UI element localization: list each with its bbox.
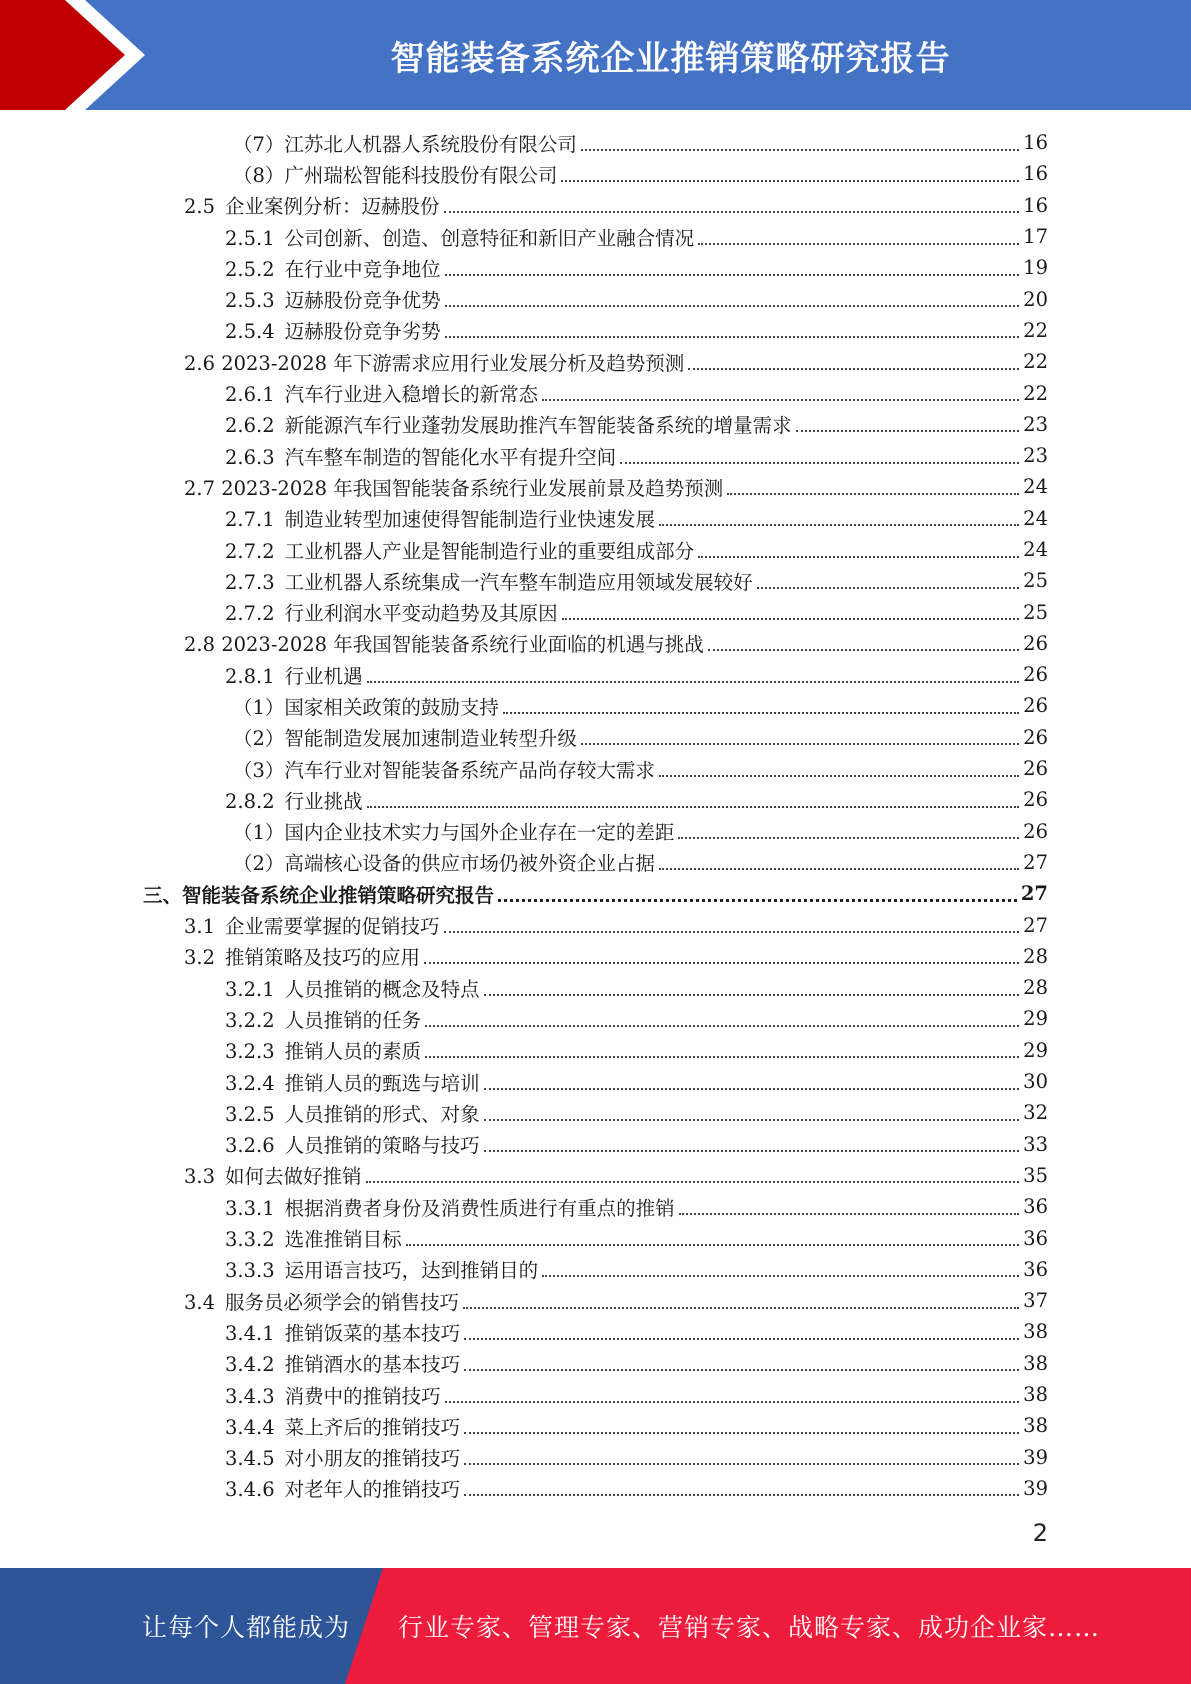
toc-entry-number: 2.7.3 xyxy=(225,570,275,594)
toc-entry-number: 3.2.3 xyxy=(225,1040,275,1064)
toc-entry-page: 27 xyxy=(1023,850,1048,874)
toc-entry-page: 23 xyxy=(1023,412,1048,436)
toc-entry-text: 推销人员的甄选与培训 xyxy=(284,1071,480,1095)
toc-entry-label xyxy=(233,160,557,188)
toc-entry-number: 3.2.1 xyxy=(225,977,275,1001)
toc-dot-leader xyxy=(659,524,1019,526)
toc-entry-text: 对老年人的推销技巧 xyxy=(284,1478,461,1502)
toc-dot-leader xyxy=(542,1275,1019,1277)
toc-entry-number: 2.5.4 xyxy=(225,320,275,344)
toc-entry-label xyxy=(225,1036,421,1064)
toc-entry-number: 2.5.3 xyxy=(225,289,275,313)
toc-entry-label xyxy=(225,1099,480,1127)
footer-slogan-right: 行业专家、管理专家、营销专家、战略专家、成功企业家…… xyxy=(398,1613,1101,1642)
toc-entry-label xyxy=(184,348,684,376)
toc-entry-number: 3.3 xyxy=(184,1165,216,1189)
table-of-contents xyxy=(0,127,1191,1504)
toc-entry-label xyxy=(184,473,723,501)
toc-entry-page: 27 xyxy=(1023,913,1048,937)
page-header xyxy=(0,0,1191,110)
toc-entry-number: 2.5.1 xyxy=(225,226,275,250)
toc-entry[interactable] xyxy=(0,1316,1191,1347)
toc-entry-number: 3.4.4 xyxy=(225,1415,275,1439)
toc-entry-label xyxy=(225,1068,480,1096)
toc-entry-page: 39 xyxy=(1023,1476,1048,1500)
toc-entry[interactable] xyxy=(0,1285,1191,1316)
toc-entry-text: 汽车整车制造的智能化水平有提升空间 xyxy=(284,445,617,469)
toc-entry-number: 3.3.2 xyxy=(225,1228,275,1252)
toc-entry[interactable] xyxy=(0,315,1191,346)
toc-entry-number: 3.2.5 xyxy=(225,1102,275,1126)
toc-entry-page: 22 xyxy=(1023,381,1048,405)
toc-dot-leader xyxy=(727,493,1019,495)
toc-dot-leader xyxy=(484,1150,1020,1152)
toc-dot-leader xyxy=(796,430,1020,432)
document-title: 智能装备系统企业推销策略研究报告 xyxy=(390,38,951,79)
toc-entry-number: 2.7.2 xyxy=(225,539,275,563)
toc-entry-page: 27 xyxy=(1020,882,1048,906)
toc-entry[interactable] xyxy=(0,847,1191,878)
toc-entry[interactable] xyxy=(0,909,1191,940)
toc-entry-page: 19 xyxy=(1023,256,1048,280)
toc-entry-text: 制造业转型加速使得智能制造行业快速发展 xyxy=(284,508,656,532)
toc-entry[interactable] xyxy=(0,346,1191,377)
toc-entry-label xyxy=(225,1318,460,1346)
toc-entry-page: 28 xyxy=(1023,944,1048,968)
toc-entry-page: 38 xyxy=(1023,1383,1048,1407)
toc-entry-text: 工业机器人产业是智能制造行业的重要组成部分 xyxy=(284,539,695,563)
toc-entry-number: 2.5.2 xyxy=(225,257,275,281)
toc-entry-text: 工业机器人系统集成一汽车整车制造应用领域发展较好 xyxy=(284,570,753,594)
toc-entry-label xyxy=(225,379,538,407)
toc-entry[interactable] xyxy=(0,221,1191,252)
toc-entry-text: 人员推销的形式、对象 xyxy=(284,1102,480,1126)
toc-entry[interactable] xyxy=(0,534,1191,565)
toc-entry-label xyxy=(225,536,694,564)
toc-entry-label xyxy=(225,1349,460,1377)
toc-entry-text: 人员推销的策略与技巧 xyxy=(284,1134,480,1158)
toc-dot-leader xyxy=(484,994,1020,996)
toc-dot-leader xyxy=(464,1338,1019,1340)
toc-dot-leader xyxy=(444,211,1020,213)
toc-entry-number: 2.5 xyxy=(184,195,216,219)
toc-entry-page: 26 xyxy=(1023,694,1048,718)
toc-entry[interactable] xyxy=(0,1097,1191,1128)
toc-entry-number: 3.4.2 xyxy=(225,1353,275,1377)
toc-entry[interactable] xyxy=(0,190,1191,221)
toc-entry[interactable] xyxy=(0,1441,1191,1472)
toc-dot-leader xyxy=(688,368,1019,370)
toc-entry-label xyxy=(225,1224,402,1252)
toc-entry-text: 人员推销的概念及特点 xyxy=(284,977,480,1001)
toc-entry-label xyxy=(225,285,441,313)
toc-dot-leader xyxy=(561,180,1019,182)
toc-entry-page: 26 xyxy=(1023,788,1048,812)
toc-entry[interactable] xyxy=(0,409,1191,440)
toc-entry[interactable] xyxy=(0,1473,1191,1504)
toc-dot-leader xyxy=(425,1025,1019,1027)
toc-entry-page: 24 xyxy=(1023,538,1048,561)
toc-entry[interactable] xyxy=(0,1035,1191,1066)
toc-entry[interactable] xyxy=(0,878,1191,909)
toc-dot-leader xyxy=(708,649,1019,651)
toc-entry-text: 行业机遇 xyxy=(284,664,363,688)
toc-entry[interactable] xyxy=(0,753,1191,784)
toc-entry-text: 选准推销目标 xyxy=(284,1228,402,1252)
toc-entry-page: 30 xyxy=(1023,1070,1048,1094)
toc-dot-leader xyxy=(679,1213,1020,1215)
toc-entry-label xyxy=(225,316,441,344)
toc-entry-text: 行业利润水平变动趋势及其原因 xyxy=(284,602,558,626)
toc-entry-page: 38 xyxy=(1023,1414,1048,1438)
toc-entry-number: 2.6.1 xyxy=(225,383,275,407)
toc-dot-leader xyxy=(464,1463,1019,1465)
toc-entry[interactable] xyxy=(0,1003,1191,1034)
toc-entry-text: 企业案例分析：迈赫股份 xyxy=(225,195,440,219)
toc-entry-number: 2.6.2 xyxy=(225,414,275,438)
toc-entry-text: （2）高端核心设备的供应市场仍被外资企业占据 xyxy=(233,852,655,876)
toc-entry-page: 38 xyxy=(1023,1320,1048,1344)
toc-entry[interactable] xyxy=(0,1129,1191,1160)
toc-entry-page: 25 xyxy=(1023,600,1048,624)
toc-entry-text: 2.8 2023-2028 年我国智能装备系统行业面临的机遇与挑战 xyxy=(184,633,704,657)
toc-entry-page: 17 xyxy=(1023,225,1048,249)
toc-entry-number: 3.4.1 xyxy=(225,1321,275,1345)
toc-entry-label xyxy=(225,223,694,251)
toc-dot-leader xyxy=(757,587,1020,589)
toc-entry-label xyxy=(184,911,440,939)
toc-entry-number: 3.4.6 xyxy=(225,1478,275,1502)
toc-dot-leader xyxy=(464,1432,1019,1434)
toc-entry[interactable] xyxy=(0,816,1191,847)
toc-entry-number: 3.3.1 xyxy=(225,1196,275,1220)
toc-entry-label xyxy=(184,942,420,970)
toc-entry-text: 行业挑战 xyxy=(284,789,363,813)
toc-dot-leader xyxy=(620,462,1019,464)
toc-dot-leader xyxy=(445,1401,1020,1403)
toc-entry-page: 38 xyxy=(1023,1351,1048,1375)
toc-entry-number: 2.6.3 xyxy=(225,445,275,469)
toc-entry-label xyxy=(184,1161,362,1189)
toc-dot-leader xyxy=(424,962,1019,964)
toc-entry-label xyxy=(233,848,655,876)
toc-entry-text: （7）江苏北人机器人系统股份有限公司 xyxy=(233,132,577,156)
toc-entry-number: 3.2.4 xyxy=(225,1071,275,1095)
toc-dot-leader xyxy=(406,1244,1020,1246)
toc-entry[interactable] xyxy=(0,1348,1191,1379)
toc-entry[interactable] xyxy=(0,377,1191,408)
toc-entry-label xyxy=(225,442,616,470)
toc-dot-leader xyxy=(542,399,1019,401)
toc-entry-page: 36 xyxy=(1023,1226,1048,1250)
toc-entry-label xyxy=(233,692,499,720)
toc-entry[interactable] xyxy=(0,1379,1191,1410)
toc-entry-text: 2.7 2023-2028 年我国智能装备系统行业发展前景及趋势预测 xyxy=(184,476,724,500)
toc-entry-page: 22 xyxy=(1023,350,1048,374)
page-footer xyxy=(0,1568,1191,1684)
toc-entry-page: 29 xyxy=(1023,1007,1048,1031)
toc-entry-text: 公司创新、创造、创意特征和新旧产业融合情况 xyxy=(284,226,695,250)
toc-entry-text: 对小朋友的推销技巧 xyxy=(284,1447,461,1471)
toc-entry[interactable] xyxy=(0,784,1191,815)
toc-entry-page: 33 xyxy=(1023,1132,1048,1156)
toc-entry-label xyxy=(143,880,494,908)
toc-entry[interactable] xyxy=(0,283,1191,314)
toc-dot-leader xyxy=(444,931,1020,933)
toc-entry[interactable] xyxy=(0,1160,1191,1191)
toc-dot-leader xyxy=(484,1088,1020,1090)
toc-entry-label xyxy=(225,1130,480,1158)
toc-entry-page: 36 xyxy=(1023,1257,1048,1281)
toc-entry-page: 26 xyxy=(1023,819,1048,843)
toc-entry-text: 企业需要掌握的促销技巧 xyxy=(225,915,440,939)
toc-entry-text: 消费中的推销技巧 xyxy=(284,1384,441,1408)
toc-entry-number: 3.2.2 xyxy=(225,1008,275,1032)
toc-dot-leader xyxy=(464,1369,1019,1371)
toc-entry-label xyxy=(225,1474,460,1502)
toc-entry-label xyxy=(233,129,577,157)
toc-entry-text: 根据消费者身份及消费性质进行有重点的推销 xyxy=(284,1196,675,1220)
toc-entry-text: （1）国内企业技术实力与国外企业存在一定的差距 xyxy=(233,821,675,845)
toc-entry[interactable] xyxy=(0,1191,1191,1222)
toc-entry-number: 2.7.2 xyxy=(225,602,275,626)
toc-entry-label xyxy=(184,629,704,657)
toc-entry-number: 3.3.3 xyxy=(225,1259,275,1283)
toc-entry-number: 2.8.1 xyxy=(225,664,275,688)
toc-entry-label xyxy=(225,786,363,814)
footer-slogan-left: 让每个人都能成为 xyxy=(142,1613,351,1642)
toc-entry-page: 29 xyxy=(1023,1038,1048,1062)
toc-entry-page: 25 xyxy=(1023,569,1048,593)
toc-dot-leader xyxy=(581,149,1019,151)
toc-entry-label xyxy=(184,1287,459,1315)
toc-entry-text: （8）广州瑞松智能科技股份有限公司 xyxy=(233,163,558,187)
toc-entry-text: 人员推销的任务 xyxy=(284,1008,422,1032)
toc-entry-page: 36 xyxy=(1023,1195,1048,1219)
toc-entry-page: 26 xyxy=(1023,631,1048,655)
toc-dot-leader xyxy=(678,837,1019,839)
toc-entry-text: 推销饭菜的基本技巧 xyxy=(284,1321,461,1345)
toc-entry-text: 新能源汽车行业蓬勃发展助推汽车智能装备系统的增量需求 xyxy=(284,414,792,438)
toc-entry-page: 35 xyxy=(1023,1163,1048,1187)
toc-dot-leader xyxy=(659,868,1019,870)
toc-entry-number: 3.2.6 xyxy=(225,1134,275,1158)
toc-entry-page: 22 xyxy=(1023,318,1048,342)
toc-entry-page: 26 xyxy=(1023,663,1048,687)
toc-entry-page: 37 xyxy=(1023,1289,1048,1313)
toc-entry-page: 16 xyxy=(1023,162,1048,186)
toc-entry-text: 迈赫股份竞争劣势 xyxy=(284,320,441,344)
toc-entry-page: 24 xyxy=(1023,506,1048,530)
toc-entry-label xyxy=(225,661,363,689)
toc-entry-page: 23 xyxy=(1023,444,1048,468)
toc-entry-text: 三、智能装备系统企业推销策略研究报告 xyxy=(143,883,495,907)
toc-dot-leader xyxy=(464,1494,1019,1496)
toc-entry-page: 26 xyxy=(1023,757,1048,781)
toc-entry-label xyxy=(225,1381,441,1409)
toc-dot-leader xyxy=(659,775,1019,777)
toc-dot-leader xyxy=(581,743,1019,745)
toc-entry-label xyxy=(225,1412,460,1440)
toc-dot-leader xyxy=(503,712,1019,714)
toc-entry-text: 汽车行业进入稳增长的新常态 xyxy=(284,383,539,407)
toc-entry[interactable] xyxy=(0,158,1191,189)
toc-entry-number: 3.2 xyxy=(184,946,216,970)
toc-entry[interactable] xyxy=(0,503,1191,534)
toc-dot-leader xyxy=(445,336,1020,338)
toc-entry[interactable] xyxy=(0,471,1191,502)
toc-entry-text: 推销酒水的基本技巧 xyxy=(284,1353,461,1377)
toc-entry-page: 16 xyxy=(1023,131,1048,155)
toc-entry[interactable] xyxy=(0,127,1191,158)
toc-entry-label xyxy=(225,598,558,626)
toc-dot-leader xyxy=(366,1181,1020,1183)
toc-entry-text: （2）智能制造发展加速制造业转型升级 xyxy=(233,727,577,751)
toc-entry[interactable] xyxy=(0,1410,1191,1441)
toc-entry[interactable] xyxy=(0,690,1191,721)
toc-entry[interactable] xyxy=(0,659,1191,690)
toc-entry-number: 3.4.5 xyxy=(225,1447,275,1471)
toc-entry-page: 24 xyxy=(1023,475,1048,499)
toc-entry-page: 20 xyxy=(1023,287,1048,311)
toc-entry-page: 39 xyxy=(1023,1445,1048,1469)
toc-entry-text: 2.6 2023-2028 年下游需求应用行业发展分析及趋势预测 xyxy=(184,351,685,375)
toc-entry[interactable] xyxy=(0,628,1191,659)
toc-entry[interactable] xyxy=(0,565,1191,596)
toc-dot-leader xyxy=(445,305,1020,307)
toc-entry[interactable] xyxy=(0,1222,1191,1253)
toc-entry-label xyxy=(233,755,655,783)
toc-entry[interactable] xyxy=(0,941,1191,972)
toc-entry-text: 迈赫股份竞争优势 xyxy=(284,289,441,313)
toc-dot-leader xyxy=(367,806,1020,808)
toc-entry-page: 26 xyxy=(1023,725,1048,749)
toc-entry[interactable] xyxy=(0,972,1191,1003)
toc-dot-leader xyxy=(463,1307,1019,1309)
toc-entry-label xyxy=(225,504,655,532)
toc-entry-page: 32 xyxy=(1023,1101,1048,1125)
toc-entry-label xyxy=(225,1443,460,1471)
toc-entry-label xyxy=(184,191,440,219)
toc-entry-label xyxy=(225,1005,421,1033)
toc-entry-text: （1）国家相关政策的鼓励支持 xyxy=(233,695,499,719)
toc-entry-label xyxy=(233,723,577,751)
toc-entry-label xyxy=(225,974,480,1002)
toc-entry-text: 推销人员的素质 xyxy=(284,1040,422,1064)
toc-dot-leader xyxy=(698,556,1019,558)
page-number: 2 xyxy=(1032,1519,1048,1547)
toc-entry-number: 2.8.2 xyxy=(225,789,275,813)
toc-dot-leader xyxy=(367,681,1020,683)
toc-entry[interactable] xyxy=(0,1254,1191,1285)
toc-entry-text: 在行业中竞争地位 xyxy=(284,257,441,281)
toc-entry-page: 28 xyxy=(1023,976,1048,1000)
toc-entry[interactable] xyxy=(0,252,1191,283)
toc-entry-text: 如何去做好推销 xyxy=(225,1165,362,1189)
toc-dot-leader xyxy=(445,274,1020,276)
toc-entry-text: 菜上齐后的推销技巧 xyxy=(284,1415,461,1439)
toc-entry-label xyxy=(233,817,674,845)
toc-entry-label xyxy=(225,1193,675,1221)
toc-entry[interactable] xyxy=(0,440,1191,471)
toc-entry-number: 2.7.1 xyxy=(225,508,275,532)
toc-entry[interactable] xyxy=(0,722,1191,753)
toc-entry-label xyxy=(225,254,441,282)
toc-dot-leader xyxy=(498,899,1017,902)
toc-entry-label xyxy=(225,410,792,438)
toc-entry-label xyxy=(225,1255,538,1283)
toc-dot-leader xyxy=(484,1119,1020,1121)
toc-dot-leader xyxy=(425,1056,1019,1058)
toc-entry-label xyxy=(225,567,753,595)
toc-entry-text: （3）汽车行业对智能装备系统产品尚存较大需求 xyxy=(233,758,655,782)
toc-entry-number: 3.1 xyxy=(184,915,216,939)
toc-entry-page: 16 xyxy=(1023,193,1048,217)
toc-entry-number: 3.4.3 xyxy=(225,1384,275,1408)
toc-entry[interactable] xyxy=(0,1066,1191,1097)
toc-entry-text: 运用语言技巧，达到推销目的 xyxy=(284,1259,539,1283)
toc-entry-text: 服务员必须学会的销售技巧 xyxy=(225,1290,460,1314)
toc-dot-leader xyxy=(698,243,1019,245)
toc-dot-leader xyxy=(562,618,1020,620)
toc-entry-number: 3.4 xyxy=(184,1290,216,1314)
toc-entry[interactable] xyxy=(0,596,1191,627)
toc-entry-text: 推销策略及技巧的应用 xyxy=(225,946,421,970)
